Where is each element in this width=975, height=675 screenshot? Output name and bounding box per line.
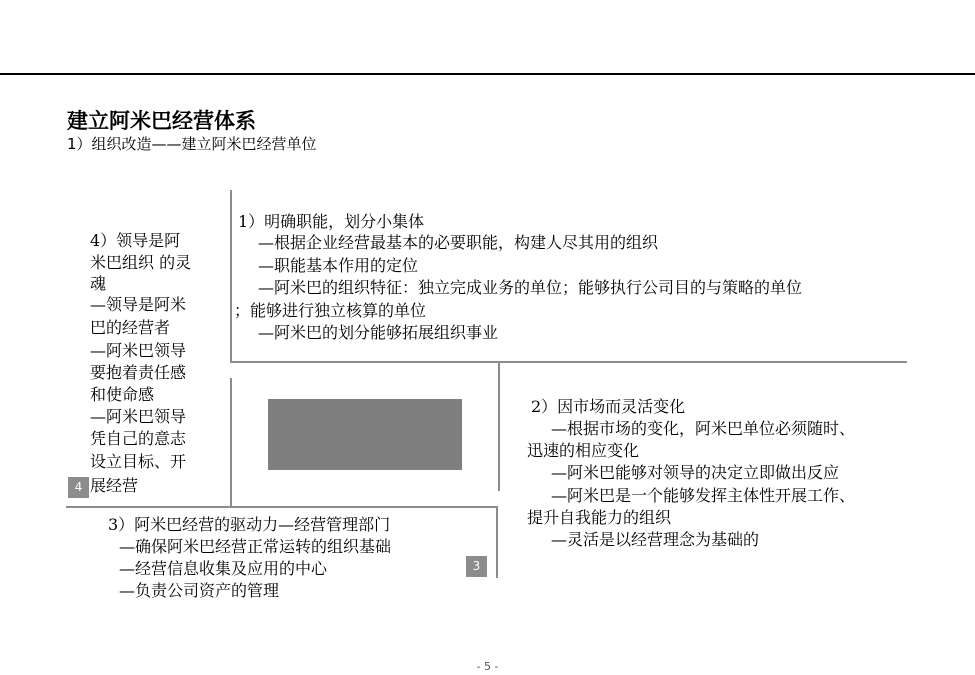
box4-line-6: —阿米巴领导 <box>90 341 187 360</box>
box2-line-4: —阿米巴能够对领导的决定立即做出反应 <box>551 463 840 482</box>
box3-line-4: —负责公司资产的管理 <box>119 581 280 600</box>
box4-line-8: 和使命感 <box>90 385 155 404</box>
divider-box3-right <box>496 506 498 578</box>
box4-line-12: 展经营 <box>90 476 139 495</box>
box1-line-5: ；能够进行独立核算的单位 <box>234 301 427 320</box>
box1-line-4: —阿米巴的组织特征：独立完成业务的单位；能够执行公司目的与策略的单位 <box>258 278 803 297</box>
box4-line-9: —阿米巴领导 <box>90 407 187 426</box>
box4-line-4: —领导是阿米 <box>90 295 187 314</box>
page-subtitle: 1）组织改造——建立阿米巴经营单位 <box>67 135 317 153</box>
box3-line-2: —确保阿米巴经营正常运转的组织基础 <box>119 537 392 556</box>
divider-box3-top <box>66 506 498 508</box>
box4-line-10: 凭自己的意志 <box>90 429 187 448</box>
box2-line-2: —根据市场的变化，阿米巴单位必须随时、 <box>551 419 856 438</box>
box4-line-1: 4）领导是阿 <box>90 231 181 250</box>
center-block <box>268 399 462 470</box>
divider-box2-left <box>498 363 500 491</box>
box4-line-2: 米巴组织 的灵 <box>90 253 192 272</box>
box4-line-11: 设立目标、开 <box>90 452 187 471</box>
page-title: 建立阿米巴经营体系 <box>67 109 256 133</box>
divider-box1-bottom <box>230 361 907 363</box>
box4-line-5: 巴的经营者 <box>90 318 171 337</box>
divider-box1-left <box>230 190 232 363</box>
box3-badge: 3 <box>466 556 487 577</box>
box4-badge: 4 <box>68 477 89 498</box>
box1-line-2: —根据企业经营最基本的必要职能，构建人尽其用的组织 <box>258 233 659 252</box>
top-rule <box>0 73 975 75</box>
box4-line-7: 要抱着责任感 <box>90 363 187 382</box>
box3-line-1: 3）阿米巴经营的驱动力—经营管理部门 <box>108 515 391 534</box>
divider-box4-right <box>230 378 232 506</box>
box2-line-6: 提升自我能力的组织 <box>527 508 672 527</box>
box1-line-6: —阿米巴的划分能够拓展组织事业 <box>258 323 499 342</box>
box2-line-5: —阿米巴是一个能够发挥主体性开展工作、 <box>551 486 856 505</box>
box3-line-3: —经营信息收集及应用的中心 <box>119 559 328 578</box>
box1-line-1: 1）明确职能，划分小集体 <box>238 212 425 231</box>
box4-line-3: 魂 <box>90 274 107 293</box>
page-number: - 5 - <box>476 660 499 673</box>
box2-line-3: 迅速的相应变化 <box>527 441 640 460</box>
box1-line-3: —职能基本作用的定位 <box>258 256 419 275</box>
box2-line-1: 2）因市场而灵活变化 <box>531 397 686 416</box>
box2-line-7: —灵活是以经营理念为基础的 <box>551 530 760 549</box>
